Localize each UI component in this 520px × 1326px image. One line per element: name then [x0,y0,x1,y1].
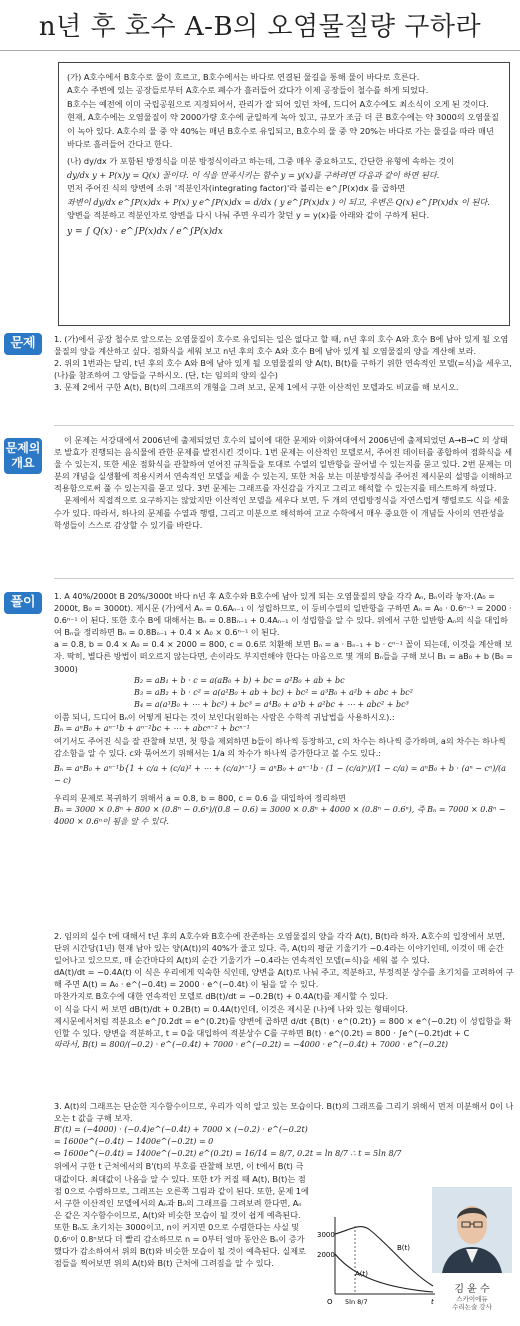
solution-text: 위에서 구한 t 근처에서의 B'(t)의 부호를 관찰해 보면, 이 t에서 B(t) 극대값이다. 최대값이 나옴을 알 수 있다. 또한 t가 커질 때 A(t), B(t)는 점점 0으로 수렴하므로, 그래프는 오른쪽 그림과 같이 된다. 또한, 문제 1에서 구한 이산적인 모델에서의 Aₙ과 Bₙ의 그래프를 그려보려 한다면, Aₙ은 같은 지수함수이므로, A(t)와 비슷한 모습이 될 것이 쉽게 예측된다. 또한 Bₙ도 초기치는 3000이고, n이 커지면 0으로 수렴한다는 사실 및 0.6ⁿ이 0.8ⁿ보다 더 빨리 감소하므로 n = 0부터 얼마 동안은 Bₙ이 증가했다가 감소하여서 위의 B(t)와 비슷한 모습이 될 것이 예측된다. 실제로 점들을 찍어보면 위의 A(t)와 B(t) 근처에 그려짐을 알 수 있다. [54,1161,309,1269]
curve-b-label: B(t) [397,1244,411,1252]
problem-item: 3. 문제 2에서 구한 A(t), B(t)의 그래프의 개형을 그려 보고, 문제 1에서 구한 이산적인 모델과도 비교를 해 보시오. [54,382,459,393]
solution-badge: 풀이 [4,592,42,614]
solution-part1 [54,590,514,828]
overview-paragraph: 이 문제는 서강대에서 2006년에 출제되었던 호수의 넓이에 대한 문제와 이화여대에서 2006년에 출제되었던 A→B→C 의 상태로 발효가 진행되는 음식물에 관한 문제를 발전시킨 것이다. 1번 문제는 이산적인 모델로서, 주어진 데이터를 종합하여 점화식을 세울 수 있는지, 또한 세운 점화식을 관찰하여 얻어진 규칙들을 토대로 수열의 일반항을 끌어낼 수 있는지를 묻고 있다. 2번 문제는 미분의 개념을 실생활에 적용시켜서 연속적인 모델을 세울 수 있는지, 또한 처음 보는 미분방정식을 주어진 제시문의 설명을 이해하고 적용함으로써 풀 수 있는지를 묻고 있다. 3번 문제는 그래프를 자신감을 가지고 그리고 해석할 수 있는지를 테스트하게 하였다. [54,435,513,494]
solution-text: a = 0.8, b = 0.4 × A₀ = 0.4 × 2000 = 800, c = 0.6로 치환해 보면 Bₙ = a · Bₙ₋₁ + b · cⁿ⁻¹ 꼴이 되는데, 이것을 계산해 보자. 딱히, 별다른 방법이 떠오르지 않는다면, 손이라도 부지런해야 한다는 마음으로 몇 개의 Bₙ들을 구해 보니 B₁ = aB₀ + b (B₀ = 3000) [54,639,513,674]
context-na-line: (나) dy/dx 가 포함된 방정식을 미분 방정식이라고 하는데, 그중 매우 중요하고도, 간단한 유형에 속하는 것이 [67,156,455,167]
context-box [58,62,510,326]
y-label-3000: 3000 [317,1231,335,1239]
page-title: n년 후 호수 A-B의 오염물질량 구하라 [38,12,482,42]
author-portrait [432,1187,512,1273]
author-caption [432,1280,512,1311]
context-na-line: 양변을 적분하고 적분인자로 양변을 다시 나눠 주면 우리가 찾던 y = y(x)를 아래와 같이 구하게 된다. [67,210,430,221]
solution-part2 [54,930,514,1051]
origin-label: O [327,1298,333,1306]
solution-text: 이쯤 되니, 드디어 Bₙ이 어떻게 된다는 것이 보인다(원하는 사람은 수학적 귀납법을 사용하시오).: [54,711,395,722]
overview-paragraph: 문제에서 직접적으로 요구하지는 않았지만 이산적인 모델을 세우다 보면, 두 개의 연립방정식을 자연스럽게 행렬로도 식을 세울 수가 있다. 따라서, 하나의 문제를 수열과 행렬, 그리고 미분으로 해석하여 고교 수학에서 매우 중요한 이 개념들 사이의 연관성을 학생들이 스스로 감상할 수 있기를 바란다. [54,495,510,530]
context-na-line: 좌변이 dy/dx e^∫P(x)dx + P(x) y e^∫P(x)dx = d/dx ( y e^∫P(x)dx ) 이 되고, 우변은 Q(x) e^∫P(x)dx 이 된다. [67,196,490,207]
solution-equation: = 1600e^(−0.4t) − 1400e^(−0.2t) = 0 [54,1137,214,1147]
solution-equation: Bₙ = 3000 × 0.8ⁿ + 800 × (0.8ⁿ − 0.6ⁿ)/(0.8 − 0.6) = 3000 × 0.8ⁿ + 4000 × (0.8ⁿ − 0.6ⁿ), 즉 Bₙ = 7000 × 0.8ⁿ − 4000 × 0.6ⁿ이 됨을 알 수 있다. [54,804,506,826]
solution-text: 여기서도 주어진 식을 잘 관찰해 보면, 첫 항을 제외하면 b들이 하나씩 등장하고, c의 차수는 하나씩 증가하며, a의 차수는 하나씩 감소함을 알 수 있다. c와 묶어쓰기 위해서는 1/a 의 차수가 하나씩 증가한다고 볼 수도 있다.: [54,736,506,759]
overview-badge: 문제의 개요 [4,438,42,474]
problem-item: 1. (가)에서 공장 철수로 앞으로는 오염물질이 호수로 유입되는 일은 없다고 할 때, n년 후의 호수 A와 호수 B에 남아 있게 될 오염물질의 양을 계산하고 싶다. 점화식을 세워 보고 n년 후의 호수 A와 호수 B에 남아 있게 될 오염물질의 양을 계산해 보라. [54,334,509,357]
curve-a [335,1254,433,1292]
solution-text: 1. A 40%/2000t B 20%/3000t 바다 n년 후 A호수와 B호수에 남아 있게 되는 오염물질의 양을 각각 Aₙ, Bₙ이라 놓자.(A₀ = 2000t, B₀ = 3000t). 제시문 (가)에서 Aₙ = 0.6Aₙ₋₁ 이 성립하므로, 이 등비수열의 일반항을 구하면 Aₙ = A₀ · 0.6ⁿ⁻¹ = 2000 · 0.6ⁿ⁻¹ 이 된다. 또한 호수 B에 대해서는 Bₙ = 0.8Bₙ₋₁ + 0.4Aₙ₋₁ 이 성립함을 알 수 있다. 위에서 구한 일반항 Aₙ의 식을 대입하여 Bₙ을 정리하면 Bₙ = 0.8Bₙ₋₁ + 0.4 × A₀ × 0.6ⁿ⁻¹ 이 된다. [54,591,512,638]
solution-equation: Bₙ = aⁿB₀ + aⁿ⁻¹b{1 + c/a + (c/a)² + ⋯ + (c/a)ⁿ⁻¹} = aⁿB₀ + aⁿ⁻¹b · (1 − (c/a)ⁿ)/(1 − c/a) = aⁿB₀ + b · (aⁿ − cⁿ)/(a − c) [54,764,506,786]
solution-text: 이 식을 다시 써 보면 dB(t)/dt + 0.2B(t) = 0.4A(t)인데, 이것은 제시문 (나)에 나와 있는 형태이다. [54,1003,408,1014]
solution-text: 2. 임의의 실수 t에 대해서 t년 후의 A호수와 B호수에 잔존하는 오염물질의 양을 각각 A(t), B(t)라 하자. A호수의 입장에서 보면, 단위 시간당(1년) 현재 남아 있는 양(A(t))의 40%가 줄고 있다. 즉, A(t)의 평균 기울기가 −0.4라는 이야기인데, 이것이 매 순간 일어나고 있으므로, 매 순간마다의 A(t)의 순간 기울기가 −0.4라는 연속적인 모델(=식)을 세워 볼 수 있다. [54,931,505,966]
solution-equation: ⇔ 1600e^(−0.4t) = 1400e^(−0.2t) e^(0.2t) = 16/14 = 8/7, 0.2t = ln 8/7 ∴ t = 5ln 8/7 [54,1149,402,1159]
solution-equation: 따라서, B(t) = 800/(−0.2) · e^(−0.4t) + 7000 · e^(−0.2t) = −4000 · e^(−0.4t) + 7000 · e^(−0.2t) [54,1039,448,1049]
t-label: t [431,1298,434,1306]
solution-text: 마찬가지로 B호수에 대한 연속적인 모델로 dB(t)/dt = −0.2B(t) + 0.4A(t)를 제시할 수 있다. [54,991,389,1002]
context-ga-line: A호수 주변에 있는 공장들로부터 A호수로 폐수가 흘러들어 갔다가 이제 공장들이 철수를 하게 되었다. [67,85,429,96]
overview-section [54,434,514,531]
title-divider [0,50,520,51]
divider [54,578,514,579]
problem-item: 2. 위의 1번과는 달리, t년 후의 호수 A와 B에 남아 있게 될 오염물질의 양 A(t), B(t)를 구하기 위한 연속적인 모델(=식)을 세우고, (나)를 참조하여 그 양들을 구하시오. (단, t는 임의의 양의 실수) [54,358,512,381]
solution-text: 우리의 문제로 복귀하기 위해서 a = 0.8, b = 800, c = 0.6 을 대입하여 정리하면 [54,792,346,803]
solution-equation: B₃ = aB₂ + b · c² = a(a²B₀ + ab + bc) + bc² = a³B₀ + a²b + abc + bc² [134,687,413,697]
y-label-2000: 2000 [317,1251,335,1259]
author-title: 수리논술 강사 [452,1303,492,1311]
solution-text: 3. A(t)의 그래프는 단순한 지수함수이므로, 우리가 익히 알고 있는 모습이다. B(t)의 그래프를 그리기 위해서 먼저 미분해서 0이 나오는 t 값을 구해 보자. [54,1101,514,1124]
solution-equation: B₄ = a(a³B₀ + ⋯ + bc²) + bc³ = a⁴B₀ + a³b + a²bc + ⋯ + abc² + bc³ [134,699,409,709]
problem-section [54,333,514,393]
author-name: 김 윤 수 [454,1284,490,1295]
author-title: 스카이에듀 [456,1295,488,1303]
solution-equation: B'(t) = (−4000) · (−0.4)e^(−0.4t) + 7000 × (−0.2) · e^(−0.2t) [54,1125,308,1135]
solution-equation: B₂ = aB₁ + b · c = a(aB₀ + b) + bc = a²B₀ + ab + bc [134,675,345,685]
context-na-line: 먼저 주어진 식의 양변에 소위 '적분인자(integrating factor)'라 불리는 e^∫P(x)dx 를 곱하면 [67,183,406,194]
solution-equation: Bₙ = aⁿB₀ + aⁿ⁻¹b + aⁿ⁻²bc + ⋯ + abcⁿ⁻² + bcⁿ⁻¹ [54,724,250,734]
curve-b [335,1227,433,1286]
ab-graph [315,1212,440,1307]
context-na-line: dy/dx y + P(x)y = Q(x) 꼴이다. 이 식을 만족시키는 함수 y = y(x)를 구하려면 다음과 같이 하면 된다. [67,169,440,180]
context-ga-line: B호수는 예전에 이미 국립공원으로 지정되어서, 관리가 잘 되어 있던 차에, 드디어 A호수에도 최소식이 오게 된 것이다. [67,98,489,109]
solution-text: 제시문에서처럼 적분요소 e^∫0.2dt = e^(0.2t)를 양변에 곱하면 d/dt {B(t) · e^(0.2t)} = 800 × e^(−0.2t) 이 성립함을 확인할 수 있다. 양변을 적분하고, t = 0을 대입하여 적분상수 C를 구하면 B(t) · e^(0.2t) = 800 · ∫e^(−0.2t)dt + C [54,1015,512,1038]
context-formula: y = ∫ Q(x) · e^∫P(x)dx / e^∫P(x)dx [67,227,223,238]
context-ga-line: 현재, A호수에는 오염물질이 약 2000가량 호수에 균일하게 녹아 있고, 규모가 조금 더 큰 B호수에는 약 3000의 오염물질이 녹아 있다. A호수의 물 중 약 40%는 매년 B호수로 유입되고, B호수의 물 중 약 20%는 바다로 가는 물길을 따라 매년 바다로 흘러들어 간다고 한다. [67,112,499,150]
solution-text: dA(t)/dt = −0.4A(t) 이 식은 우리에게 익숙한 식인데, 양변을 A(t)로 나눠 주고, 적분하고, 부정적분 상수를 초기치를 고려하여 구해 주면 A(t) = A₀ · e^(−0.4t) = 2000 · e^(−0.4t) 이 됨을 알 수 있다. [54,967,514,990]
divider [54,425,514,426]
context-ga-line: (가) A호수에서 B호수로 물이 흐르고, B호수에서는 바다로 연결된 물길을 통해 물이 바다로 흐른다. [67,72,420,82]
tick-label: 5ln 8/7 [345,1298,368,1306]
author-photo [432,1187,512,1273]
problem-badge: 문제 [4,333,42,355]
curve-a-label: A(t) [355,1270,368,1278]
